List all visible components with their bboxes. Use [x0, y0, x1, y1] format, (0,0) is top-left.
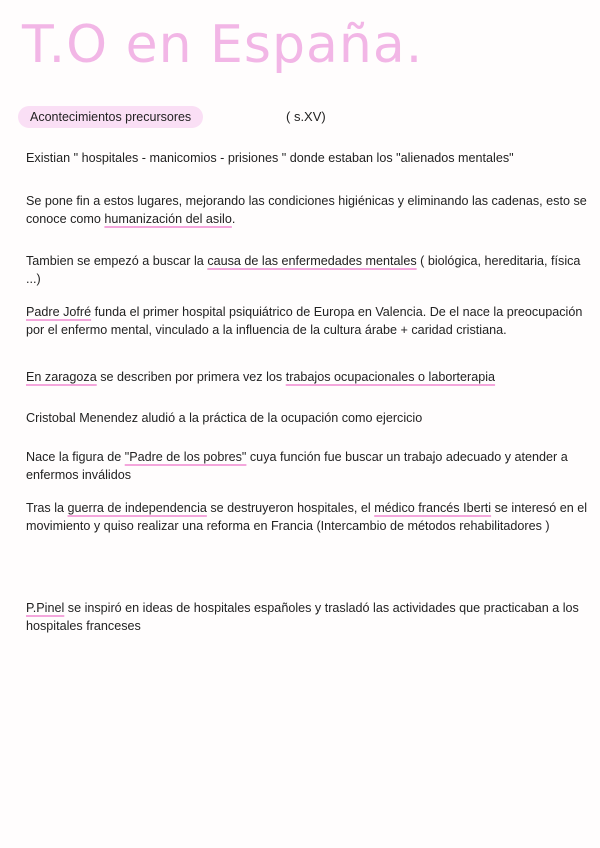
underlined-phrase: causa de las enfermedades mentales — [207, 254, 417, 268]
paragraph-padre-jofre — [26, 304, 596, 339]
underlined-phrase: Padre Jofré — [26, 305, 92, 319]
section-heading — [18, 104, 418, 130]
text-segment: Cristobal Menendez aludió a la práctica de la ocupación como ejercicio — [26, 411, 423, 425]
underlined-phrase: En zaragoza — [26, 370, 97, 384]
text-segment: se destruyeron hospitales, el — [206, 501, 375, 515]
paragraph-hospitales — [26, 150, 596, 168]
paragraph-zaragoza — [26, 369, 596, 387]
text-segment: . — [231, 211, 236, 226]
underlined-phrase: humanización del asilo — [104, 211, 232, 226]
text-segment: se interesó en el movimiento y quiso realizar una reforma en Francia (Intercambio de métodos rehabilitadores ) — [26, 501, 588, 533]
text-segment: se inspiró en ideas de hospitales españoles y trasladó las actividades que practicaban a los hospitales franceses — [26, 601, 579, 633]
underlined-phrase: "Padre de los pobres" — [124, 450, 247, 464]
underlined-phrase: trabajos ocupacionales o laborterapia — [285, 370, 496, 384]
underlined-phrase: P.Pinel — [26, 601, 65, 615]
paragraph-humanizacion — [26, 193, 596, 228]
text-segment: ( biológica, hereditaria, física ...) — [26, 254, 581, 286]
text-segment: Existian " hospitales - manicomios - prisiones " donde estaban los "alienados mentales" — [26, 151, 514, 165]
paragraph-cristobal — [26, 410, 596, 428]
paragraph-padre-pobres — [26, 449, 596, 484]
section-label-highlight: Acontecimientos precursores — [18, 106, 203, 128]
text-segment: Se pone fin a estos lugares, mejorando las condiciones higiénicas y eliminando las cadenas, esto se conoce como — [26, 194, 587, 226]
text-segment: se describen por primera vez los — [96, 370, 286, 384]
paragraph-guerra — [26, 500, 596, 535]
text-segment: cuya función fue buscar un trabajo adecuado y atender a enfermos inválidos — [26, 450, 568, 482]
underlined-phrase: médico francés Iberti — [374, 501, 492, 515]
section-century: ( s.XV) — [286, 109, 326, 124]
text-segment: Tras la — [26, 501, 68, 515]
paragraph-causas — [26, 253, 596, 288]
page-title: T.O en España. — [22, 15, 424, 75]
underlined-phrase: guerra de independencia — [67, 501, 207, 515]
text-segment: Tambien se empezó a buscar la — [26, 254, 208, 268]
text-segment: Nace la figura de — [26, 450, 125, 464]
text-segment: funda el primer hospital psiquiátrico de Europa en Valencia. De el nace la preocupación por el enfermo mental, vinculado a la influencia de la cultura árabe + caridad cristiana. — [26, 305, 583, 337]
paragraph-pinel — [26, 600, 596, 635]
